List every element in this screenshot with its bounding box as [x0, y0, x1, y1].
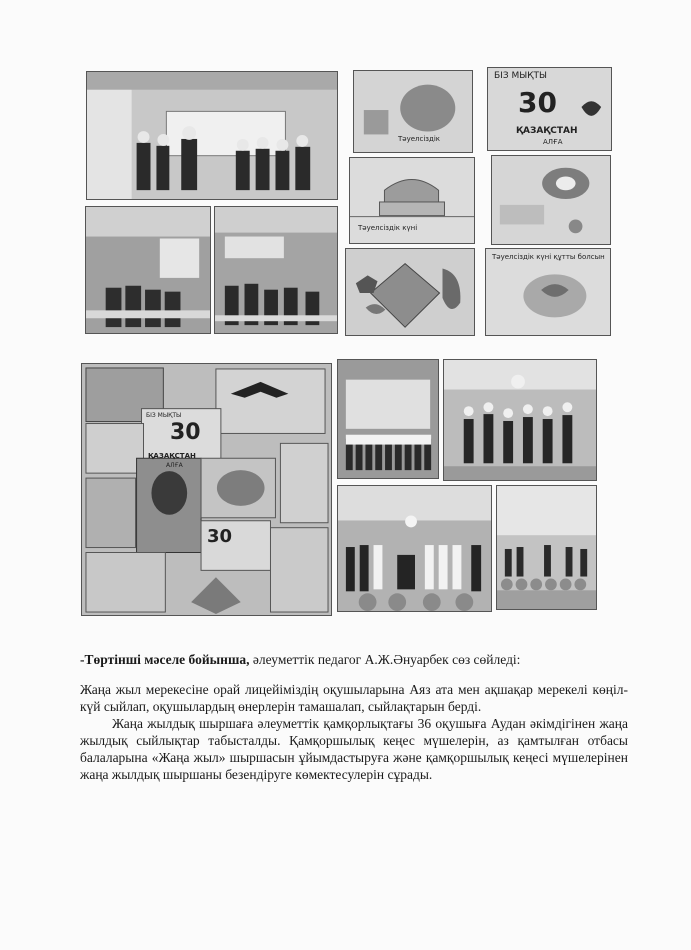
classroom-students-photo-1 [85, 206, 211, 334]
stage-students-photo-4 [496, 485, 597, 610]
heading-bold: -Төртінші мәселе бойынша, [80, 652, 250, 667]
collage-sub: ҚАЗАҚСТАН [148, 452, 196, 460]
collage-number-2: 30 [207, 526, 233, 547]
stage-students-photo-3 [337, 485, 492, 612]
paragraph-1: Жаңа жыл мерекесіне орай лицейіміздің оқушыларына Аяз ата мен ақшақар мерекелі көңіл-күй сыйлап, оқушылардың өнерлерін тамашалап, сыйлақтарын берді. [80, 682, 628, 714]
poster-photo-f [485, 248, 611, 336]
poster-photo-a [353, 70, 473, 153]
poster-photo-animals [345, 248, 475, 336]
poster-d-label: Тәуелсіздік күні [358, 224, 418, 232]
classroom-students-photo-2 [214, 206, 338, 334]
posters-collage-photo [81, 363, 332, 616]
poster-b-number: 30 [518, 86, 557, 119]
poster-b-sub: ҚАЗАҚСТАН [516, 126, 578, 136]
poster-b-sub2: АЛҒА [543, 138, 563, 146]
paragraph-2: Жаңа жылдық шыршаға әлеуметтік қамқорлықтағы 36 оқушыға Аудан әкімдігінен жаңа жылдық сыйлықтар табысталды. Қамқоршылық кеңес мүшелерін, аз қамтылған отбасы балаларына «Жаңа жыл» шыршасын ұйымдастыруға және қамқоршылық кеңесі мүшелерінен жаңа жылдық шыршаны безендіруге көмектесулерін сұрады. [80, 716, 628, 782]
poster-a-label: Тәуелсіздік [398, 135, 441, 143]
collage-sub2: АЛҒА [166, 462, 183, 469]
collage-top-label: БІЗ МЫҚТЫ [146, 412, 182, 419]
poster-photo-e [491, 155, 611, 245]
poster-b-top: БІЗ МЫҚТЫ [494, 71, 547, 81]
heading-rest: әлеуметтік педагог А.Ж.Әнуарбек сөз сөйледі: [249, 652, 521, 667]
classroom-group-photo [86, 71, 338, 200]
stage-students-photo-1 [337, 359, 439, 479]
section-heading [80, 652, 520, 668]
poster-f-label: Тәуелсіздік күні құтты болсын [492, 253, 605, 261]
poster-photo-b [487, 67, 612, 151]
poster-photo-c [349, 157, 475, 244]
collage-number: 30 [170, 420, 201, 445]
stage-students-photo-2 [443, 359, 597, 481]
